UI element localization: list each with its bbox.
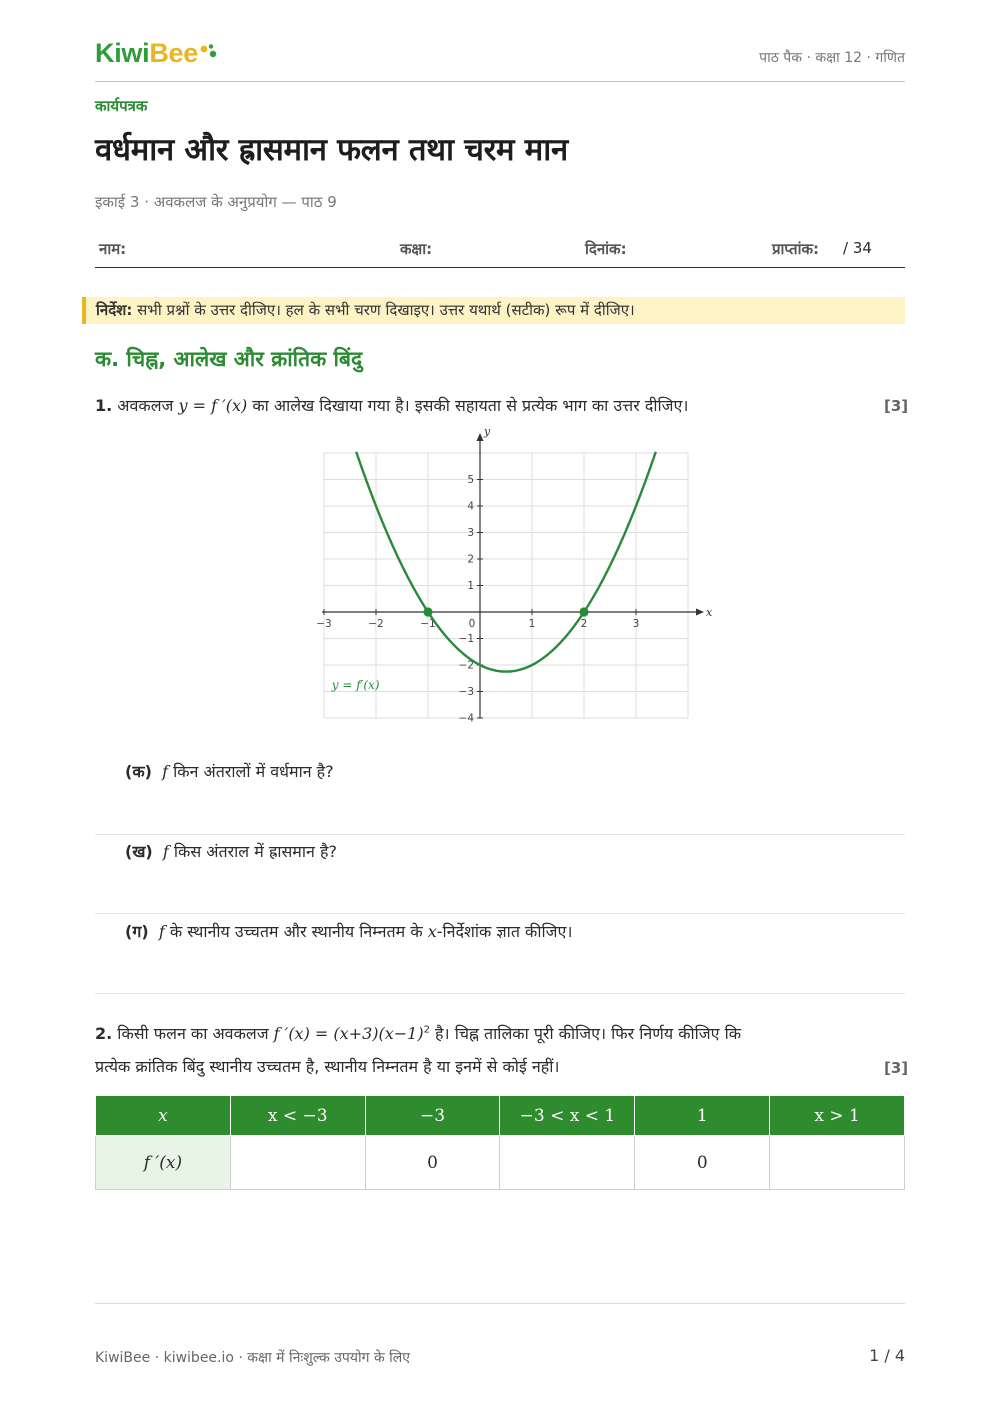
x-axis-arrow [696, 609, 704, 616]
x-tick-label: 0 [468, 618, 476, 630]
score-label: प्राप्तांक: [772, 240, 819, 258]
question-text: किसी फलन का अवकलज [112, 1024, 274, 1043]
subquestion-text: के स्थानीय उच्चतम और स्थानीय निम्नतम के [164, 922, 428, 941]
subquestion-label: (क) [125, 762, 152, 781]
date-label: दिनांक: [585, 240, 627, 258]
question-2 [95, 1022, 741, 1044]
footer-divider [95, 1303, 905, 1304]
question-1-marks: [3] [884, 397, 909, 415]
y-tick-label: 3 [467, 527, 474, 539]
page-number: 1 / 4 [869, 1346, 905, 1365]
x-tick-label: 3 [632, 618, 640, 630]
page-title: वर्धमान और ह्रासमान फलन तथा चरम मान [95, 132, 568, 168]
table-header-cell: x < −3 [230, 1096, 365, 1136]
table-header-cell: −3 [365, 1096, 500, 1136]
x-tick-label: −1 [420, 618, 436, 630]
y-tick-label: 2 [467, 553, 474, 566]
question-text: अवकलज [112, 396, 179, 415]
page-subtitle: इकाई 3 · अवकलज के अनुप्रयोग — पाठ 9 [95, 193, 337, 211]
table-cell: 0 [635, 1136, 770, 1190]
answer-line [95, 993, 905, 994]
brand-name-kiwi: Kiwi [95, 38, 150, 68]
table-row [96, 1136, 905, 1190]
brand-logo [95, 38, 198, 69]
x-tick-label: −2 [368, 618, 384, 630]
table-header-cell: x > 1 [770, 1096, 905, 1136]
x-tick-label: −3 [316, 618, 332, 630]
subquestion-var: f [162, 842, 169, 861]
y-axis-arrow [477, 433, 484, 441]
subquestion-label: (ख) [125, 842, 153, 861]
section-title: क. चिह्न, आलेख और क्रांतिक बिंदु [95, 347, 363, 371]
student-info-bar [95, 228, 905, 268]
table-header-cell: −3 < x < 1 [500, 1096, 635, 1136]
subquestion-var: x [427, 922, 437, 941]
question-math-exponent: 2 [423, 1024, 430, 1036]
question-math: y = f ′(x) [178, 396, 248, 415]
question-1 [95, 394, 688, 416]
subquestion-text: किस अंतराल में ह्रासमान है? [168, 842, 337, 861]
table-answer-cell[interactable] [230, 1136, 365, 1190]
sign-table-header [96, 1096, 905, 1136]
x-tick-label: 1 [528, 618, 536, 630]
subquestion-text: -निर्देशांक ज्ञात कीजिए। [436, 922, 573, 941]
table-answer-cell[interactable] [770, 1136, 905, 1190]
y-tick-label: −3 [458, 686, 474, 698]
question-2-marks: [3] [884, 1059, 909, 1077]
worksheet-kicker: कार्यपत्रक [95, 97, 148, 115]
answer-line [95, 834, 905, 835]
subquestion-text: किन अंतरालों में वर्धमान है? [168, 762, 334, 781]
table-cell: 0 [365, 1136, 500, 1190]
question-text: है। चिह्न तालिका पूरी कीजिए। फिर निर्णय कीजिए कि [429, 1024, 742, 1043]
name-label: नाम: [99, 240, 127, 258]
question-text: का आलेख दिखाया गया है। इसकी सहायता से प्रत्येक भाग का उत्तर दीजिए। [247, 396, 689, 415]
y-axis-label: y [484, 425, 491, 438]
table-header-cell: 1 [635, 1096, 770, 1136]
table-row-label: f ′(x) [96, 1136, 231, 1190]
subquestion-var: f [162, 762, 169, 781]
bee-dots-icon [199, 44, 219, 60]
question-2-line2: प्रत्येक क्रांतिक बिंदु स्थानीय उच्चतम है, स्थानीय निम्नतम है या इनमें से कोई नहीं। [95, 1057, 560, 1076]
y-tick-label: 4 [467, 500, 474, 513]
footer-text: KiwiBee · kiwibee.io · कक्षा में निःशुल्क उपयोग के लिए [95, 1350, 411, 1366]
question-number: 2. [95, 1024, 113, 1043]
score-total: / 34 [843, 239, 872, 257]
y-tick-label: 1 [467, 580, 474, 592]
y-tick-label: −2 [458, 659, 474, 672]
brand-name-bee: Bee [149, 38, 198, 68]
table-answer-cell[interactable] [500, 1136, 635, 1190]
subquestion-var: f [158, 922, 165, 941]
y-tick-label: −4 [458, 712, 474, 725]
table-header-cell: x [96, 1096, 231, 1136]
instructions-text: सभी प्रश्नों के उत्तर दीजिए। हल के सभी चरण दिखाइए। उत्तर यथार्थ (सटीक) रूप में दीजिए। [132, 301, 635, 319]
subquestion-b [125, 840, 337, 862]
answer-line [95, 913, 905, 914]
question-number: 1. [95, 396, 113, 415]
subquestion-c [125, 920, 572, 942]
class-label: कक्षा: [400, 240, 433, 258]
instructions-note [82, 297, 905, 324]
subquestion-label: (ग) [125, 922, 149, 941]
sign-table [95, 1095, 905, 1190]
root-point [423, 607, 432, 616]
header-meta: पाठ पैक · कक्षा 12 · गणित [759, 50, 905, 66]
curve-label: y = f′(x) [331, 677, 380, 692]
question-math: f ′(x) = (x+3)(x−1) [273, 1024, 424, 1043]
x-axis-label: x [706, 606, 713, 619]
subquestion-a [125, 760, 334, 782]
y-tick-label: −1 [458, 633, 474, 645]
derivative-graph [310, 425, 713, 728]
root-point [579, 607, 588, 616]
instructions-label: निर्देश: [96, 301, 133, 319]
y-tick-label: 5 [467, 474, 474, 486]
x-tick-label: 2 [580, 618, 588, 630]
page-header [95, 38, 905, 82]
